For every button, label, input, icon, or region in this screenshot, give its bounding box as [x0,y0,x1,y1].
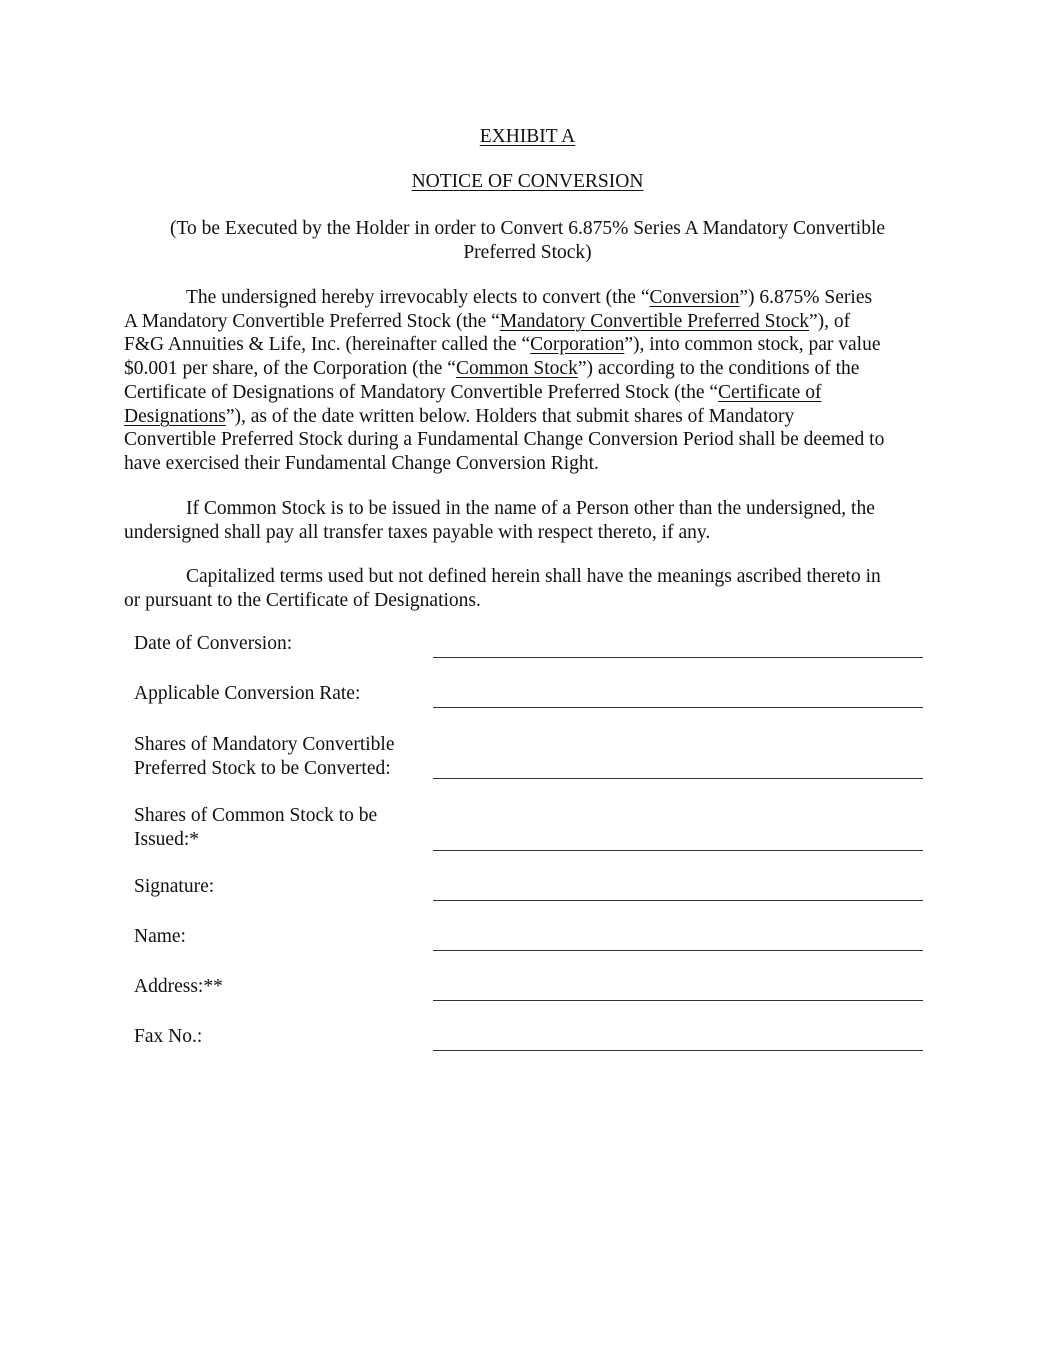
defined-term-corporation: Corporation [530,334,625,356]
fax-label: Fax No.: [134,1026,203,1047]
transfer-taxes-paragraph [124,497,936,544]
paragraph-line [124,333,936,357]
paragraph-line: Convertible Preferred Stock during a Fundamental Change Conversion Period shall be deemed to [124,429,885,451]
paragraph-line: or pursuant to the Certificate of Designations. [124,589,481,611]
applicable-conversion-rate-label: Applicable Conversion Rate: [134,683,361,704]
paragraph-line: Capitalized terms used but not defined herein shall have the meanings ascribed thereto in [186,566,881,587]
paragraph-line: undersigned shall pay all transfer taxes payable with respect thereto, if any. [124,521,711,543]
paragraph-line [124,405,936,429]
defined-term-designations: Designations [124,405,226,427]
exhibit-title-text: EXHIBIT A [479,126,576,147]
exhibit-title [0,125,1055,149]
defined-term-common-stock: Common Stock [455,358,578,380]
shares-preferred-row [134,733,924,783]
text-run: A Mandatory Convertible Preferred Stock (the “ [124,310,500,332]
paragraph-line [124,286,936,310]
notice-subtitle [140,217,915,264]
text-run: ”), of [809,310,851,332]
paragraph-line [124,381,936,405]
text-run: Certificate of Designations of Mandatory Convertible Preferred Stock (the “ [124,381,719,403]
paragraph-line [124,310,936,334]
signature-row [134,875,924,925]
applicable-conversion-rate-field[interactable] [433,707,923,708]
text-run: ”), as of the date written below. Holders that submit shares of Mandatory [225,405,795,427]
text-run: ”) according to the conditions of the [577,358,860,380]
paragraph-line [124,357,936,381]
shares-preferred-label-line-1: Shares of Mandatory Convertible [134,734,395,755]
notice-title [0,170,1055,194]
text-run: ”) 6.875% Series [739,287,873,308]
signature-field[interactable] [433,900,923,901]
date-of-conversion-field[interactable] [433,657,923,658]
signature-label: Signature: [134,876,215,897]
shares-common-label-line-2: Issued:* [134,828,199,850]
defined-term-certificate-of-designations: Certificate of [718,381,822,403]
shares-preferred-label [134,733,424,780]
text-run: The undersigned hereby irrevocably elects to convert (the “ [186,287,650,308]
address-row [134,975,924,1025]
shares-common-row [134,804,924,854]
paragraph-line: If Common Stock is to be issued in the name of a Person other than the undersigned, the [186,498,875,519]
defined-terms-paragraph [124,565,936,612]
shares-common-label-line-1: Shares of Common Stock to be [134,805,378,826]
paragraph-line: have exercised their Fundamental Change Conversion Right. [124,452,599,474]
text-run: ”), into common stock, par value [624,334,881,356]
name-field[interactable] [433,950,923,951]
applicable-conversion-rate-row [134,682,924,732]
text-run: $0.001 per share, of the Corporation (the “ [124,358,456,380]
address-label: Address:** [134,976,223,997]
name-row [134,925,924,975]
fax-row [134,1025,924,1075]
defined-term-preferred-stock: Mandatory Convertible Preferred Stock [499,310,810,332]
shares-common-label [134,804,424,851]
shares-preferred-field[interactable] [433,778,923,779]
name-label: Name: [134,926,186,947]
fax-field[interactable] [433,1050,923,1051]
subtitle-line-2: Preferred Stock) [463,241,592,263]
defined-term-conversion: Conversion [649,287,740,308]
text-run: F&G Annuities & Life, Inc. (hereinafter called the “ [124,334,531,356]
shares-common-field[interactable] [433,850,923,851]
subtitle-line-1: (To be Executed by the Holder in order to Convert 6.875% Series A Mandatory Convertible [169,218,886,239]
date-of-conversion-label: Date of Conversion: [134,633,293,654]
notice-title-text: NOTICE OF CONVERSION [411,171,644,192]
date-of-conversion-row [134,632,924,682]
conversion-election-paragraph [124,286,936,476]
address-field[interactable] [433,1000,923,1001]
shares-preferred-label-line-2: Preferred Stock to be Converted: [134,757,391,779]
